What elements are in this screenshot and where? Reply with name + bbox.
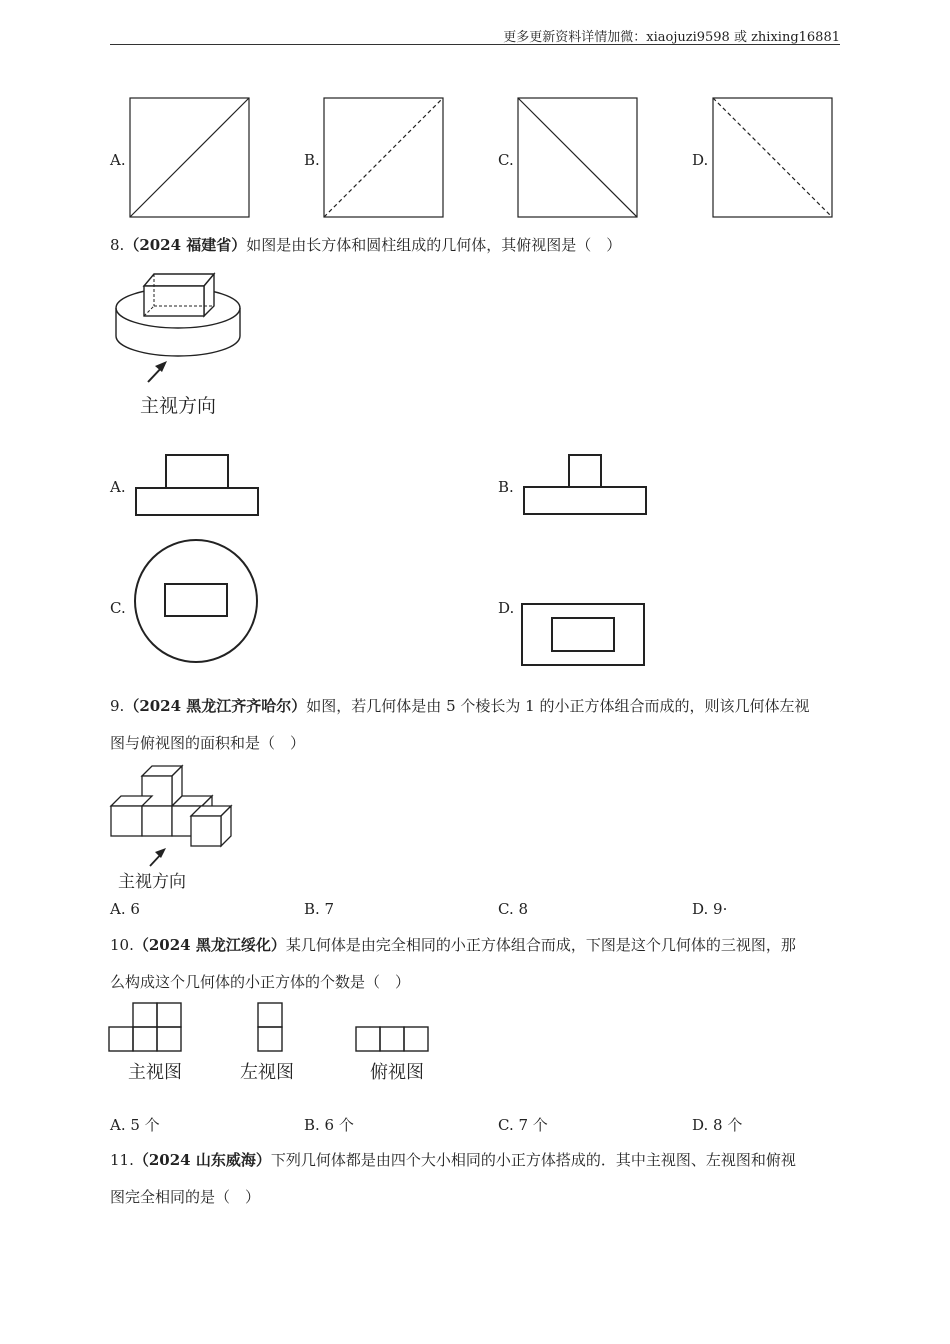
q10-option-c[interactable]: C. 7 个 (498, 1116, 548, 1134)
q9-stem-line2: 图与俯视图的面积和是（ ） (110, 734, 306, 752)
q10-front-view-label: 主视图 (128, 1062, 182, 1083)
q11-text-1: 下列几何体都是由四个大小相同的小正方体搭成的．其中主视图、左视图和俯视 (270, 1151, 796, 1169)
q10-option-d[interactable]: D. 8 个 (692, 1116, 743, 1134)
q7-option-b-label[interactable]: B. (304, 151, 320, 169)
q10-option-a[interactable]: A. 5 个 (110, 1116, 160, 1134)
q10-front-view (108, 1001, 184, 1053)
q7-option-b-figure (322, 97, 446, 219)
q10-text-1: 某几何体是由完全相同的小正方体组合而成，下图是这个几何体的三视图，那 (285, 936, 796, 954)
q10-left-view (257, 1001, 285, 1053)
q8-text: 如图是由长方体和圆柱组成的几何体，其俯视图是（ ） (246, 236, 622, 254)
q8-option-d-label[interactable]: D. (498, 599, 515, 617)
q11-number: 11. (110, 1151, 134, 1169)
q9-option-c[interactable]: C. 8 (498, 900, 529, 918)
q8-option-b-label[interactable]: B. (498, 478, 514, 496)
q8-source: （2024 福建省） (124, 236, 247, 254)
q10-top-view-label: 俯视图 (370, 1062, 424, 1083)
q10-source: （2024 黑龙江绥化） (133, 936, 286, 954)
q8-option-a-label[interactable]: A. (110, 478, 126, 496)
q10-left-view-label: 左视图 (240, 1062, 294, 1083)
q7-option-c-figure (516, 97, 640, 219)
q11-source: （2024 山东威海） (133, 1151, 271, 1169)
q9-option-b[interactable]: B. 7 (304, 900, 335, 918)
q8-stem (110, 234, 621, 255)
q10-top-view (355, 1025, 431, 1053)
q10-stem-line2: 么构成这个几何体的小正方体的个数是（ ） (110, 973, 411, 991)
q9-source: （2024 黑龙江齐齐哈尔） (124, 697, 307, 715)
q10-number: 10. (110, 936, 134, 954)
q8-number: 8. (110, 236, 125, 254)
q10-option-b[interactable]: B. 6 个 (304, 1116, 354, 1134)
q9-cubes-figure (108, 762, 238, 868)
q7-option-d-figure (711, 97, 835, 219)
q11-stem-line1 (110, 1149, 796, 1170)
q8-option-c-label[interactable]: C. (110, 599, 126, 617)
q10-stem-line1 (110, 934, 796, 955)
header-rule (110, 44, 840, 45)
q7-option-d-label[interactable]: D. (692, 151, 709, 169)
q9-option-d[interactable]: D. 9· (692, 900, 728, 918)
q8-option-a-figure (134, 453, 262, 519)
page-header: 更多更新资料详情加微：xiaojuzi9598 或 zhixing16881 (503, 30, 840, 45)
q11-stem-line2: 图完全相同的是（ ） (110, 1188, 261, 1206)
q9-option-a[interactable]: A. 6 (110, 900, 140, 918)
q7-option-a-label[interactable]: A. (110, 151, 126, 169)
q7-option-a-figure (128, 97, 252, 219)
q8-view-direction-label: 主视方向 (140, 395, 217, 417)
q9-number: 9. (110, 697, 125, 715)
q7-option-c-label[interactable]: C. (498, 151, 514, 169)
q8-option-c-figure (133, 539, 261, 667)
q9-stem-line1 (110, 695, 809, 716)
q9-view-direction-label: 主视方向 (118, 872, 186, 892)
q8-option-b-figure (522, 453, 650, 519)
q9-text-1: 如图，若几何体是由 5 个棱长为 1 的小正方体组合而成的，则该几何体左视 (306, 697, 810, 715)
q8-option-d-figure (520, 602, 648, 668)
